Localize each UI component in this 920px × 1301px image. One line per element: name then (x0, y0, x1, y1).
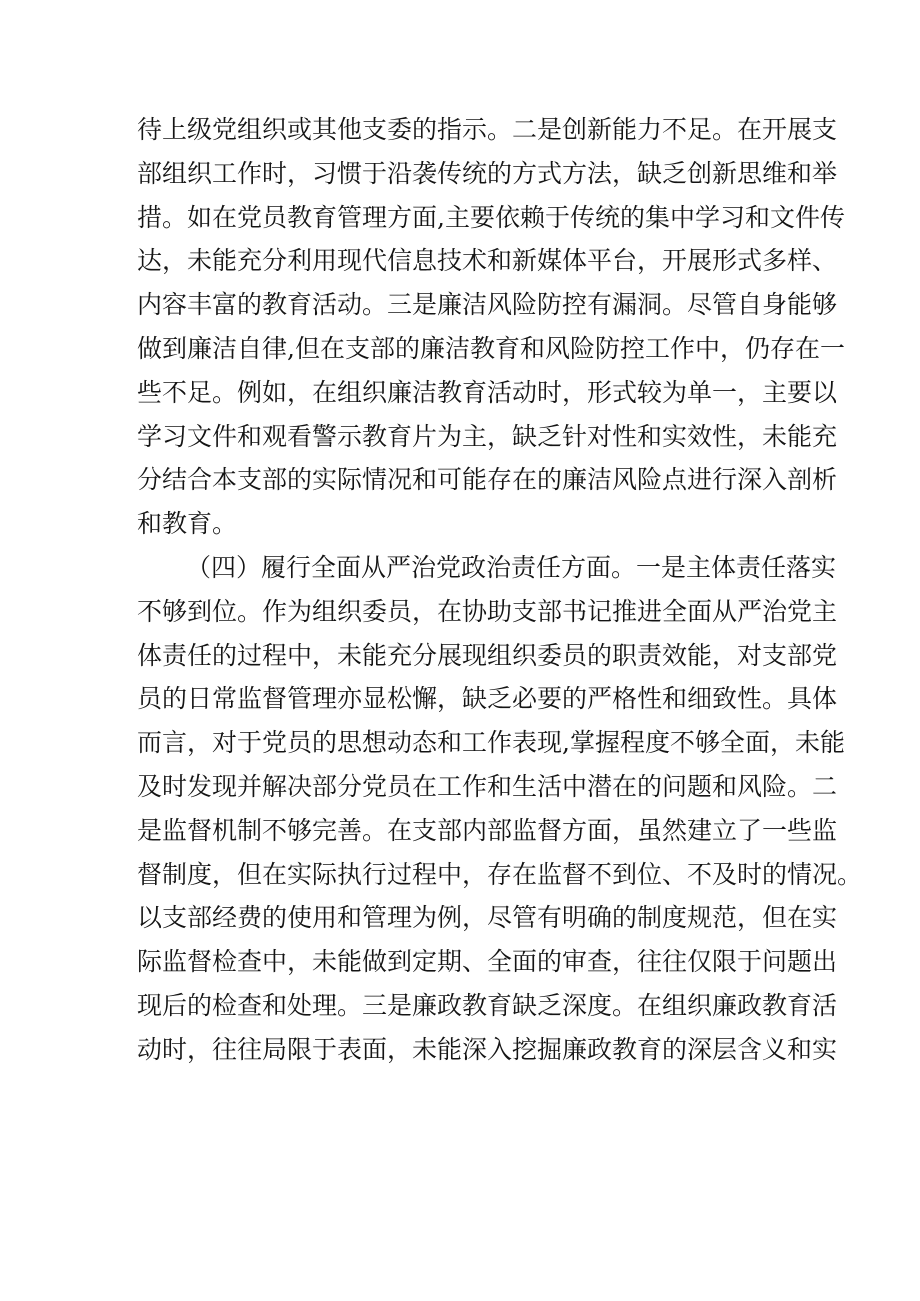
text-line-4: 达，未能充分利用现代信息技术和新媒体平台，开展形式多样、 (137, 246, 838, 276)
text-line-22: 动时，往往局限于表面，未能深入挖掘廉政教育的深层含义和实 (137, 1034, 838, 1064)
text-line-21: 现后的检查和处理。三是廉政教育缺乏深度。在组织廉政教育活 (137, 990, 838, 1020)
text-line-16: 及时发现并解决部分党员在工作和生活中潜在的问题和风险。二 (137, 771, 838, 801)
text-line-20: 际监督检查中，未能做到定期、全面的审查，往往仅限于问题出 (137, 947, 838, 977)
text-line-14: 员的日常监督管理亦显松懈，缺乏必要的严格性和细致性。具体 (137, 684, 838, 714)
text-line-13: 体责任的过程中，未能充分展现组织委员的职责效能，对支部党 (137, 640, 838, 670)
text-line-10: 和教育。 (137, 509, 238, 539)
text-line-15: 而言，对于党员的思想动态和工作表现,掌握程度不够全面，未能 (137, 728, 845, 758)
text-line-12: 不够到位。作为组织委员，在协助支部书记推进全面从严治党主 (137, 596, 838, 626)
text-line-6: 做到廉洁自律,但在支部的廉洁教育和风险防控工作中，仍存在一 (137, 333, 845, 363)
text-line-1: 待上级党组织或其他支委的指示。二是创新能力不足。在开展支 (137, 115, 838, 144)
text-line-17: 是监督机制不够完善。在支部内部监督方面，虽然建立了一些监 (137, 815, 838, 845)
text-line-7: 些不足。例如，在组织廉洁教育活动时，形式较为单一，主要以 (137, 377, 838, 407)
section-heading-line: （四）履行全面从严治党政治责任方面。一是主体责任落实 (186, 552, 837, 582)
text-line-3: 措。如在党员教育管理方面,主要依赖于传统的集中学习和文件传 (137, 202, 845, 232)
text-line-18: 督制度，但在实际执行过程中，存在监督不到位、不及时的情况。 (137, 859, 863, 889)
text-line-8: 学习文件和观看警示教育片为主，缺乏针对性和实效性，未能充 (137, 421, 838, 451)
text-line-5: 内容丰富的教育活动。三是廉洁风险防控有漏洞。尽管自身能够 (137, 290, 838, 320)
text-line-19: 以支部经费的使用和管理为例，尽管有明确的制度规范，但在实 (137, 903, 838, 933)
body-text (137, 108, 863, 1072)
text-line-2: 部组织工作时，习惯于沿袭传统的方式方法，缺乏创新思维和举 (137, 158, 838, 188)
text-line-9: 分结合本支部的实际情况和可能存在的廉洁风险点进行深入剖析 (137, 465, 838, 495)
